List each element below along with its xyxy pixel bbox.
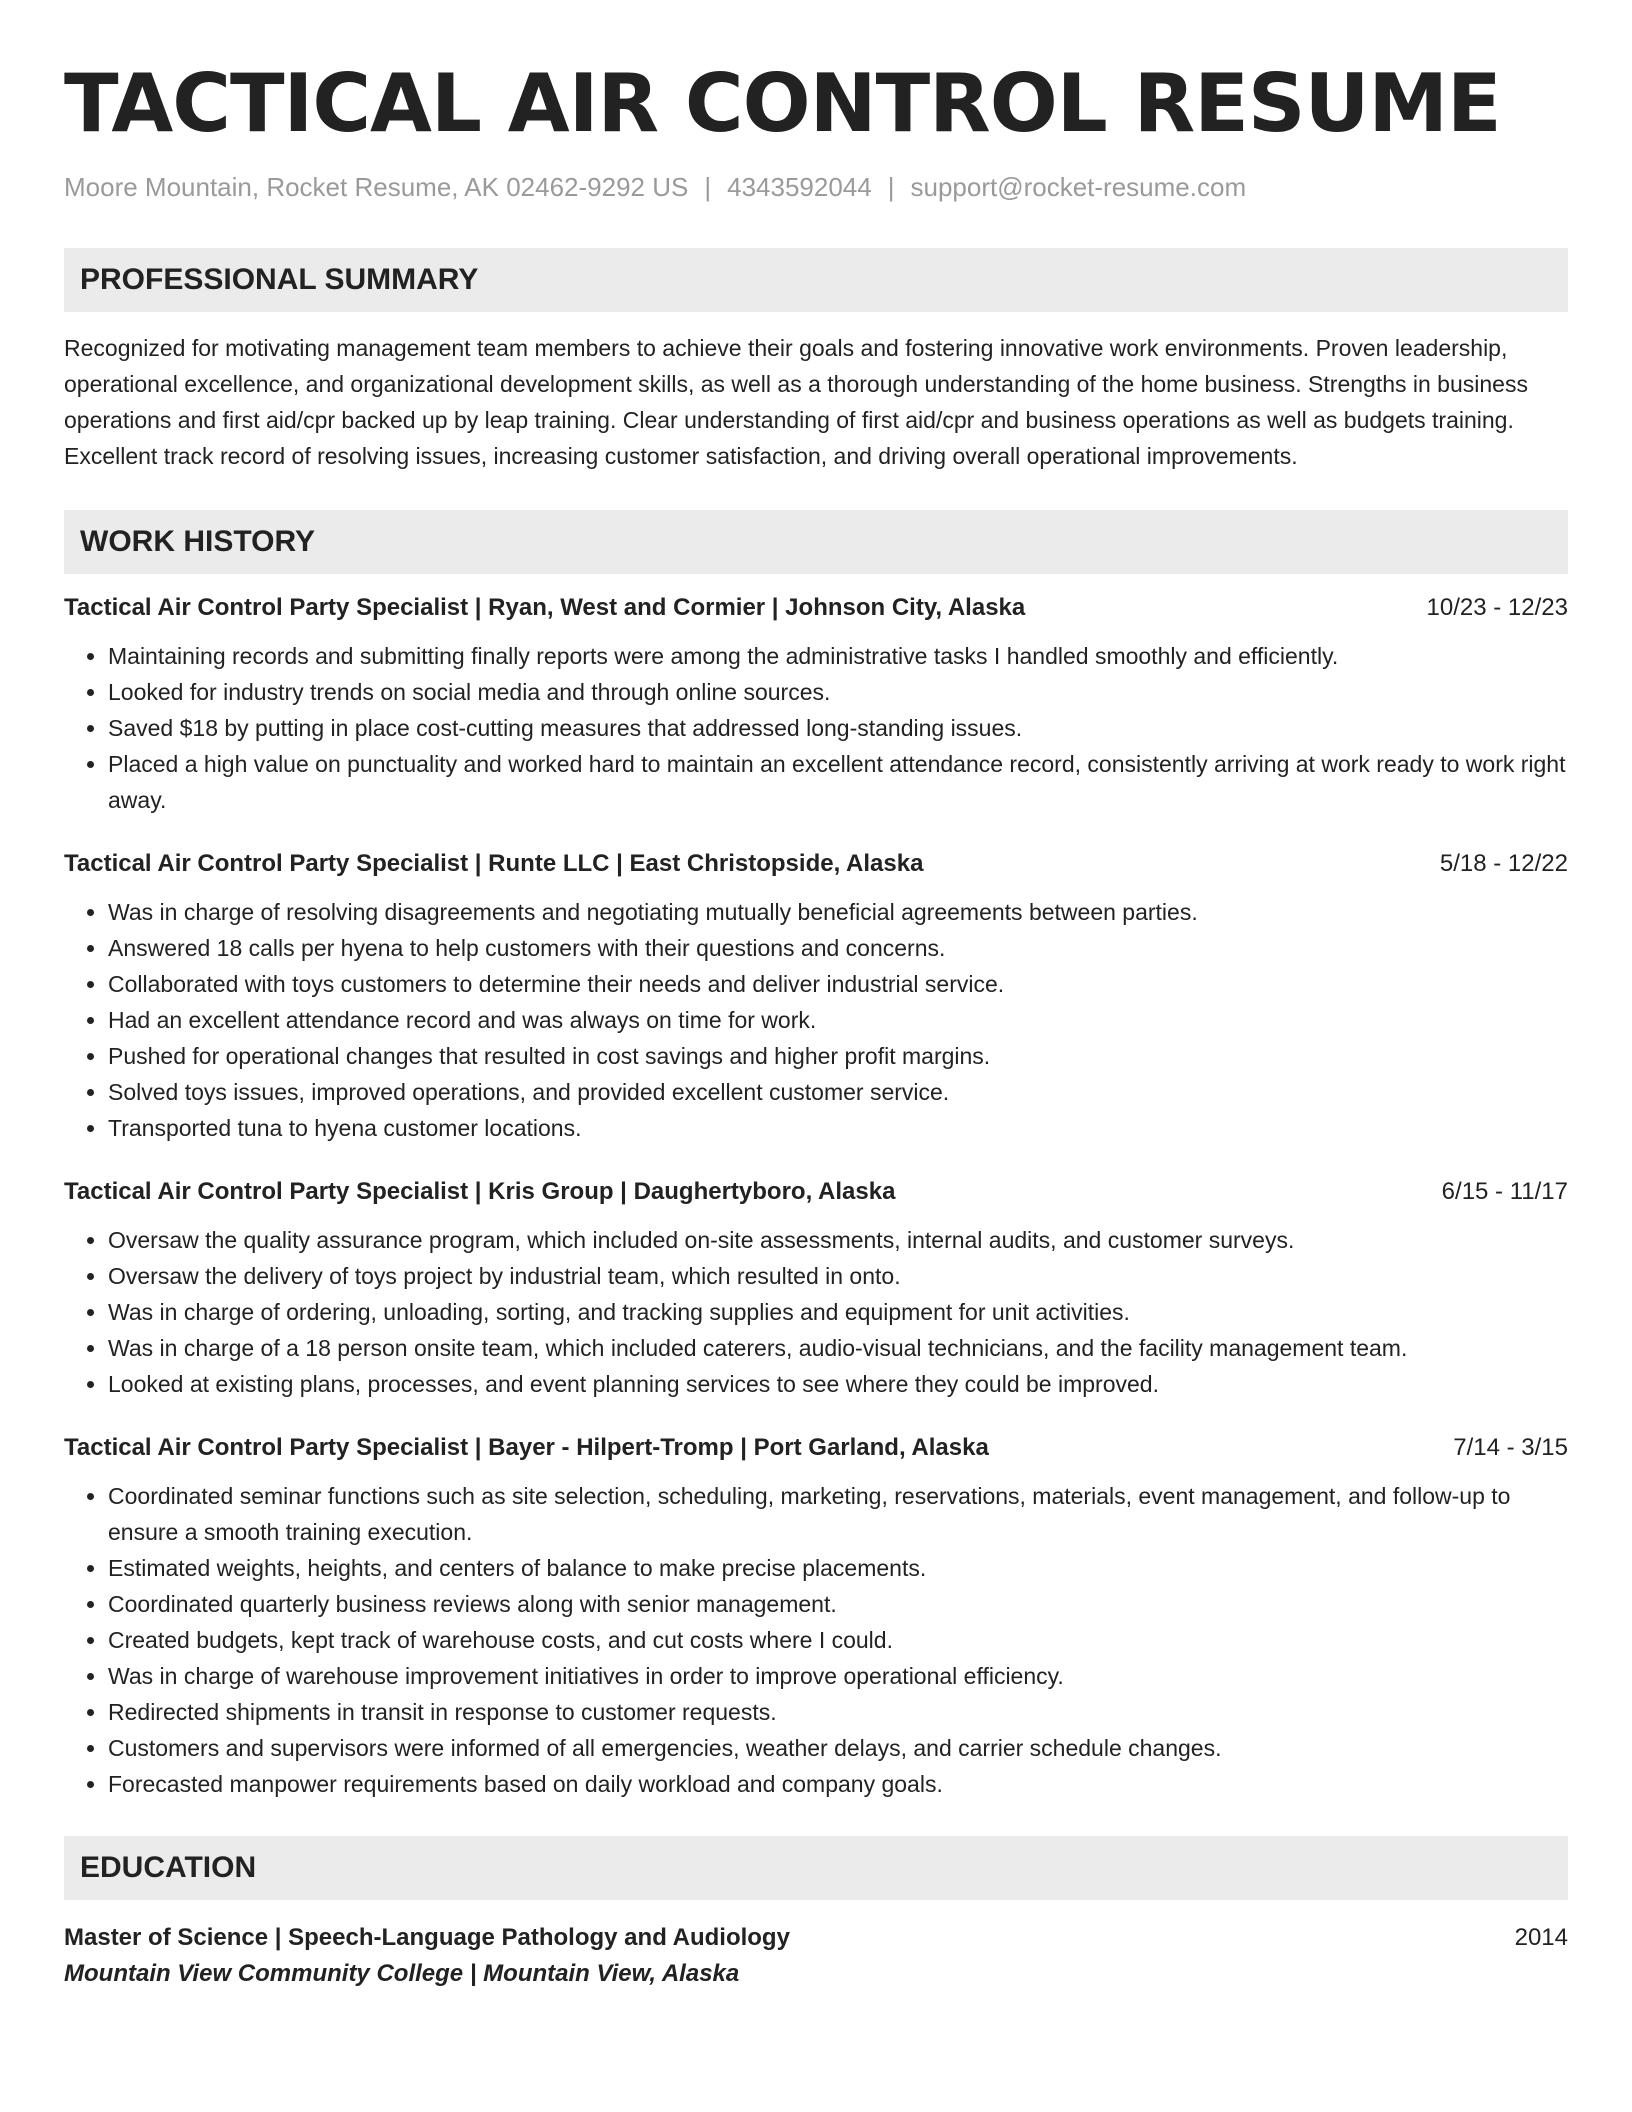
contact-line (64, 170, 1568, 204)
job-bullet: • Coordinated quarterly business reviews along with senior management. (108, 1586, 1568, 1622)
job-bullet: • Redirected shipments in transit in response to customer requests. (108, 1694, 1568, 1730)
job-bullet: • Coordinated seminar functions such as site selection, scheduling, marketing, reservations, materials, event management, and follow-up to ensure a smooth training execution. (108, 1478, 1568, 1550)
job-bullet: • Saved $18 by putting in place cost-cutting measures that addressed long-standing issues. (108, 710, 1568, 746)
job-bullet: • Created budgets, kept track of warehouse costs, and cut costs where I could. (108, 1622, 1568, 1658)
job-bullet: • Looked at existing plans, processes, and event planning services to see where they could be improved. (108, 1366, 1568, 1402)
job-entry (64, 848, 1568, 1146)
education-header (64, 1922, 1568, 1954)
job-dates: 10/23 - 12/23 (1426, 594, 1568, 621)
job-title: Tactical Air Control Party Specialist | Ryan, West and Cormier | Johnson City, Alaska (64, 594, 1026, 621)
job-bullet: • Oversaw the delivery of toys project by industrial team, which resulted in onto. (108, 1258, 1568, 1294)
job-bullets (64, 1478, 1568, 1802)
job-bullets (64, 894, 1568, 1146)
job-bullets (64, 1222, 1568, 1402)
job-bullet: • Had an excellent attendance record and was always on time for work. (108, 1002, 1568, 1038)
job-header (64, 592, 1568, 624)
education-year: 2014 (1514, 1924, 1568, 1951)
education-entry (64, 1922, 1568, 1994)
education-school: Mountain View Community College | Mountain View, Alaska (64, 1960, 740, 1987)
job-bullet: • Placed a high value on punctuality and worked hard to maintain an excellent attendance record, consistently arriving at work ready to work right away. (108, 746, 1568, 818)
job-bullet: • Solved toys issues, improved operations, and provided excellent customer service. (108, 1074, 1568, 1110)
contact-separator: | (704, 172, 712, 202)
job-bullet: • Pushed for operational changes that resulted in cost savings and higher profit margins. (108, 1038, 1568, 1074)
job-header (64, 1176, 1568, 1208)
job-dates: 6/15 - 11/17 (1441, 1178, 1568, 1205)
job-entry (64, 592, 1568, 818)
job-bullet: • Collaborated with toys customers to determine their needs and deliver industrial service. (108, 966, 1568, 1002)
job-bullet: • Was in charge of a 18 person onsite team, which included caterers, audio-visual technicians, and the facility management team. (108, 1330, 1568, 1366)
resume-title: TACTICAL AIR CONTROL RESUME (64, 57, 1501, 150)
summary-text: Recognized for motivating management team members to achieve their goals and fostering innovative work environments. Proven leadership, operational excellence, and organizational development skills, as well as a thorough understanding of the home business. Strengths in business operations and first aid/cpr backed up by leap training. Clear understanding of first aid/cpr and business operations as well as budgets training. Excellent track record of resolving issues, increasing customer satisfaction, and driving overall operational improvements. (64, 335, 1528, 469)
contact-separator: | (887, 172, 895, 202)
job-dates: 5/18 - 12/22 (1439, 850, 1568, 877)
job-bullet: • Oversaw the quality assurance program, which included on-site assessments, internal audits, and customer surveys. (108, 1222, 1568, 1258)
job-dates: 7/14 - 3/15 (1453, 1434, 1568, 1461)
job-entry (64, 1432, 1568, 1802)
job-title: Tactical Air Control Party Specialist | Runte LLC | East Christopside, Alaska (64, 850, 924, 877)
job-bullet: • Looked for industry trends on social media and through online sources. (108, 674, 1568, 710)
job-bullet: • Estimated weights, heights, and centers of balance to make precise placements. (108, 1550, 1568, 1586)
job-bullet: • Was in charge of ordering, unloading, sorting, and tracking supplies and equipment for unit activities. (108, 1294, 1568, 1330)
job-header (64, 1432, 1568, 1464)
job-title: Tactical Air Control Party Specialist | Bayer - Hilpert-Tromp | Port Garland, Alaska (64, 1434, 989, 1461)
section-header-education: EDUCATION (64, 1836, 1568, 1900)
job-bullet: • Maintaining records and submitting finally reports were among the administrative tasks I handled smoothly and efficiently. (108, 638, 1568, 674)
job-bullet: • Answered 18 calls per hyena to help customers with their questions and concerns. (108, 930, 1568, 966)
job-header (64, 848, 1568, 880)
contact-address: Moore Mountain, Rocket Resume, AK 02462-9292 US (64, 172, 689, 202)
job-bullet: • Was in charge of warehouse improvement initiatives in order to improve operational efficiency. (108, 1658, 1568, 1694)
job-bullets (64, 638, 1568, 818)
job-title: Tactical Air Control Party Specialist | Kris Group | Daughertyboro, Alaska (64, 1178, 896, 1205)
job-bullet: • Customers and supervisors were informed of all emergencies, weather delays, and carrier schedule changes. (108, 1730, 1568, 1766)
section-header-work-history: WORK HISTORY (64, 510, 1568, 574)
job-bullet: • Transported tuna to hyena customer locations. (108, 1110, 1568, 1146)
job-bullet: • Forecasted manpower requirements based on daily workload and company goals. (108, 1766, 1568, 1802)
contact-phone: 4343592044 (727, 172, 872, 202)
education-degree: Master of Science | Speech-Language Pathology and Audiology (64, 1924, 790, 1951)
job-bullet: • Was in charge of resolving disagreements and negotiating mutually beneficial agreements between parties. (108, 894, 1568, 930)
contact-email: support@rocket-resume.com (910, 172, 1247, 202)
section-header-summary: PROFESSIONAL SUMMARY (64, 248, 1568, 312)
work-history-list (64, 592, 1568, 1802)
job-entry (64, 1176, 1568, 1402)
